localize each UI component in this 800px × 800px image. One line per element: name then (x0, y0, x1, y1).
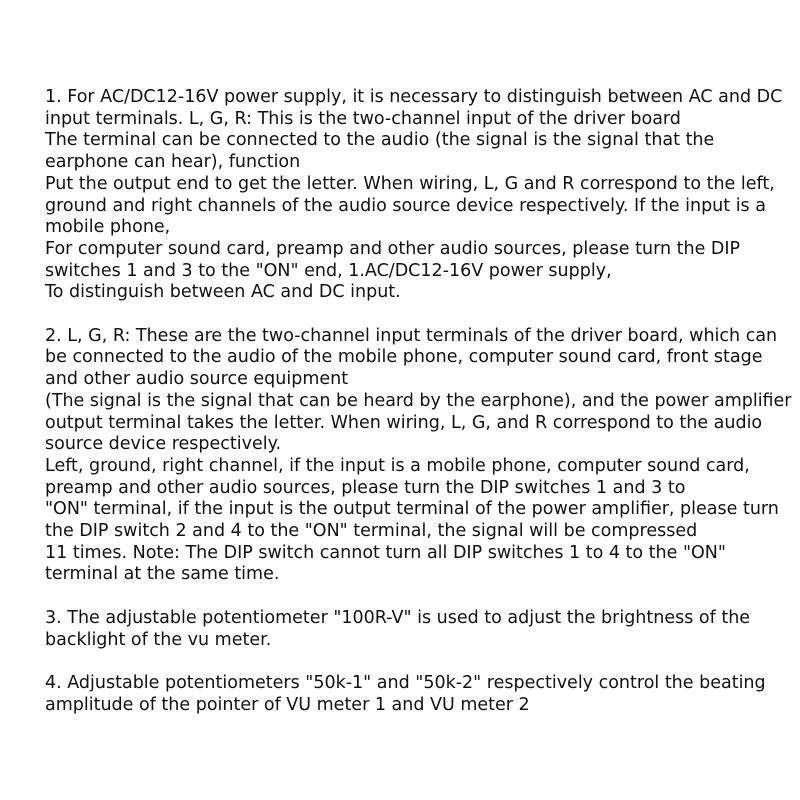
paragraph-backlight-potentiometer (45, 608, 775, 651)
paragraph-power-supply (45, 87, 783, 304)
text-line: 2. L, G, R: These are the two-channel input terminals of the driver board, which can (45, 325, 778, 346)
text-line: Put the output end to get the letter. When wiring, L, G and R correspond to the left, (45, 173, 775, 194)
text-line: backlight of the vu meter. (45, 629, 272, 650)
text-line: For computer sound card, preamp and other audio sources, please turn the DIP (45, 238, 741, 259)
text-line: source device respectively. (45, 434, 282, 455)
text-line: 1. For AC/DC12-16V power supply, it is necessary to distinguish between AC and DC (45, 87, 783, 107)
text-line: amplitude of the pointer of VU meter 1 and VU meter 2 (45, 694, 530, 715)
text-line: earphone can hear), function (45, 152, 301, 173)
text-line: mobile phone, (45, 217, 171, 238)
instruction-document (45, 87, 792, 738)
text-line: ground and right channels of the audio source device respectively. If the input is a (45, 195, 766, 216)
text-line: preamp and other audio sources, please turn the DIP switches 1 and 3 to (45, 477, 686, 498)
text-line: "ON" terminal, if the input is the output terminal of the power amplifier, please turn (45, 499, 779, 520)
text-line: Left, ground, right channel, if the input is a mobile phone, computer sound card, (45, 455, 750, 476)
text-line: be connected to the audio of the mobile phone, computer sound card, front stage (45, 347, 763, 368)
text-line: input terminals. L, G, R: This is the two-channel input of the driver board (45, 108, 681, 129)
text-line: switches 1 and 3 to the "ON" end, 1.AC/DC12-16V power supply, (45, 260, 612, 281)
paragraph-input-terminals (45, 325, 792, 586)
text-line: output terminal takes the letter. When wiring, L, G, and R correspond to the audio (45, 412, 763, 433)
text-line: the DIP switch 2 and 4 to the "ON" terminal, the signal will be compressed (45, 521, 698, 542)
text-line: 3. The adjustable potentiometer "100R-V" is used to adjust the brightness of the (45, 607, 751, 628)
text-line: 4. Adjustable potentiometers "50k-1" and "50k-2" respectively control the beating (45, 672, 766, 693)
text-line: (The signal is the signal that can be heard by the earphone), and the power amplifier (45, 390, 792, 411)
paragraph-vu-meter-potentiometers (45, 673, 775, 716)
text-line: and other audio source equipment (45, 369, 349, 390)
text-line: 11 times. Note: The DIP switch cannot turn all DIP switches 1 to 4 to the "ON" (45, 542, 726, 563)
text-line: The terminal can be connected to the audio (the signal is the signal that the (45, 130, 715, 151)
text-line: To distinguish between AC and DC input. (45, 282, 401, 303)
text-line: terminal at the same time. (45, 564, 280, 585)
